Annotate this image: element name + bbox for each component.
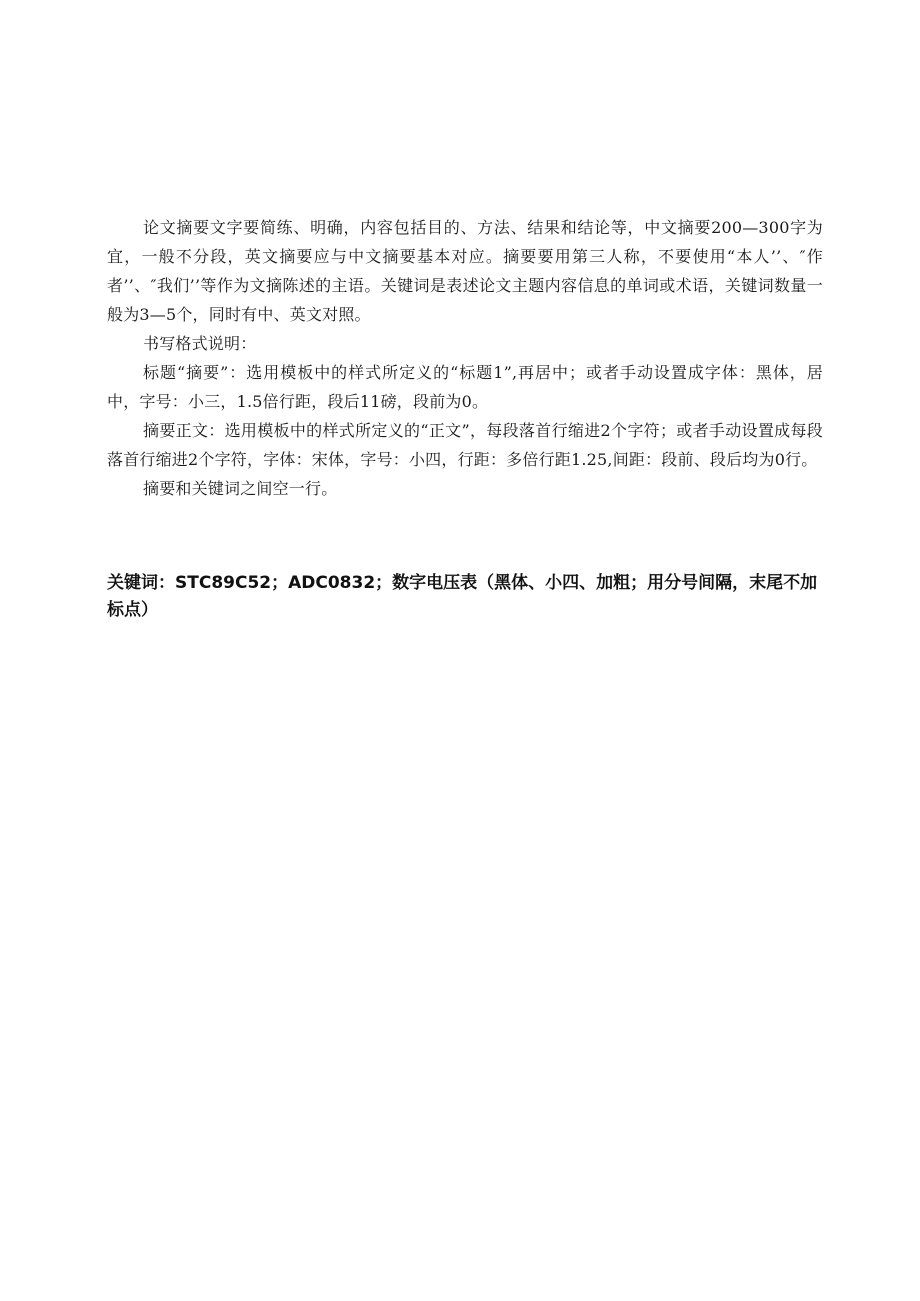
title-format-paragraph: 标题“摘要”：选用模板中的样式所定义的“标题1”,再居中；或者手动设置成字体：黑体，居中，字号：小三，1.5倍行距，段后11磅，段前为0。: [107, 363, 823, 411]
keywords-line: 关键词：STC89C52；ADC0832；数字电压表（黑体、小四、加粗；用分号间隔，末尾不加标点）: [107, 573, 818, 620]
body-format-paragraph: 摘要正文：选用模板中的样式所定义的“正文”，每段落首行缩进2个字符；或者手动设置成每段落首行缩进2个字符，字体：宋体，字号：小四，行距：多倍行距1.25,间距：段前、段后均为0行。: [107, 421, 823, 469]
format-heading: 书写格式说明：: [143, 334, 257, 353]
abstract-paragraph: 论文摘要文字要简练、明确，内容包括目的、方法、结果和结论等，中文摘要200—300字为宜，一般不分段，英文摘要应与中文摘要基本对应。摘要要用第三人称，不要使用“本人’’、″作者’’、″我们’’等作为文摘陈述的主语。关键词是表述论文主题内容信息的单词或术语，关键词数量一般为3—5个，同时有中、英文对照。: [107, 218, 823, 324]
abstract-body: [107, 213, 823, 503]
spacing-note-paragraph: 摘要和关键词之间空一行。: [143, 479, 338, 498]
